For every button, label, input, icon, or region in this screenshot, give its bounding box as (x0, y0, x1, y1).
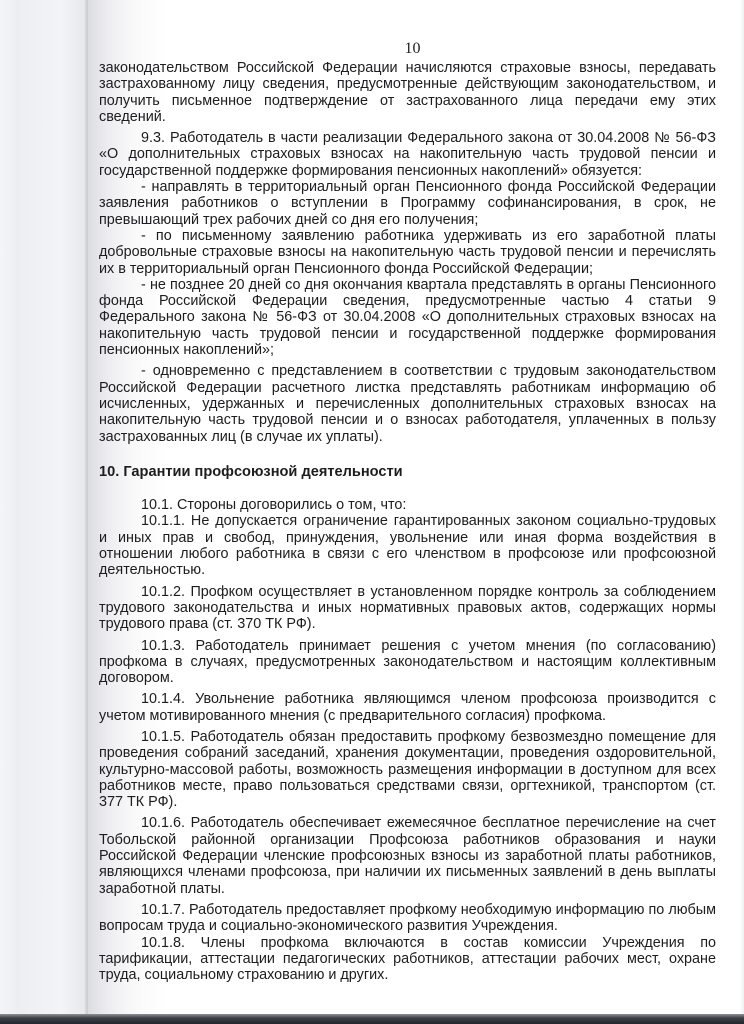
paragraph-10-1-2: 10.1.2. Профком осуществляет в установленном порядке контроль за соблюдением трудового законодательства и иных нормативных правовых актов, содержащих нормы трудового права (ст. 370 ТК РФ). (99, 583, 716, 633)
paragraph-10-1-5: 10.1.5. Работодатель обязан предоставить профкому безвозмездно помещение для проведения собраний заседаний, хранения документации, проведения оздоровительной, культурно-массовой работы, возможность размещения информации в доступном для всех работников месте, право пользоваться средствами связи, оргтехникой, транспортом (ст. 377 ТК РФ). (99, 728, 716, 811)
scanner-bottom-edge (0, 1014, 744, 1024)
paragraph-10-1: 10.1. Стороны договорились о том, что: (141, 497, 407, 514)
paragraph-10-1-4: 10.1.4. Увольнение работника являющимся членом профсоюза производится с учетом мотивированного мнения (с предварительного согласия) профкома. (99, 691, 716, 724)
paragraph-9-3-item-b: - по письменному заявлению работника удерживать из его заработной платы добровольные страховые взносы на накопительную часть трудовой пенсии и перечислять их в территориальный орган Пенсионного фонда Российской Федерации; (99, 227, 716, 277)
paragraph-9-3-item-a: - направлять в территориальный орган Пенсионного фонда Российской Федерации заявления работников о вступлении в Программу софинансирования, в срок, не превышающий трех рабочих дней со дня его получения; (99, 179, 716, 228)
paragraph-10-1-3: 10.1.3. Работодатель принимает решения с учетом мнения (по согласованию) профкома в случаях, предусмотренных законодательством и настоящим коллективным договором. (99, 637, 716, 687)
paragraph-10-1-6: 10.1.6. Работодатель обеспечивает ежемесячное бесплатное перечисление на счет Тобольской районной организации Профсоюза работников образования и науки Российской Федерации членские профсоюзных взносы из заработной платы работников, являющихся членами профсоюза, при наличии их письменных заявлений в день выплаты заработной платы. (99, 815, 716, 897)
paragraph-10-1-1: 10.1.1. Не допускается ограничение гарантированных законом социально-трудовых и иных прав и свобод, принуждения, увольнение или иная форма воздействия в отношении любого работника в связи с его членством в профсоюзе или профсоюзной деятельностью. (99, 513, 716, 579)
page-right-edge (740, 0, 744, 1014)
paragraph-9-3-item-c: - не позднее 20 дней со дня окончания квартала представлять в органы Пенсионного фонда Российской Федерации сведения, предусмотренные частью 4 статьи 9 Федерального закона № 56-ФЗ от 30.04.2008 «О дополнительных страховых взносах на накопительную часть трудовой пенсии и государственной поддержке формирования пенсионных накоплений»; (99, 276, 716, 359)
paragraph-9-3-item-d: - одновременно с представлением в соответствии с трудовым законодательством Российской Федерации расчетного листка представлять работникам информацию об исчисленных, удержанных и перечисленных дополнительных страховых взносах на накопительную часть трудовой пенсии и о взносах работодателя, уплаченных в пользу застрахованных лиц (в случае их уплаты). (99, 363, 716, 445)
scan-background-left (0, 0, 88, 1024)
document-content (99, 40, 716, 983)
page-number: 10 (404, 40, 421, 57)
paragraph-10-1-8: 10.1.8. Члены профкома включаются в состав комиссии Учреждения по тарификации, аттестации педагогических работников, аттестации рабочих мест, охране труда, социальному страхованию и других. (99, 934, 716, 984)
paragraph-9-3: 9.3. Работодатель в части реализации Федерального закона от 30.04.2008 № 56-ФЗ «О дополнительных страховых взносах на накопительную часть трудовой пенсии и государственной поддержке формирования пенсионных накоплений» обязуется: (99, 130, 716, 179)
section-heading: 10. Гарантии профсоюзной деятельности (99, 463, 403, 480)
paragraph-continuation: законодательством Российской Федерации начисляются страховые взносы, передавать застрахованному лицу сведения, предусмотренные действующим законодательством, и получить письменное подтверждение от застрахованного лица передачи ему этих сведений. (99, 60, 716, 125)
paragraph-10-1-7: 10.1.7. Работодатель предоставляет профкому необходимую информацию по любым вопросам труда и социально-экономического развития Учреждения. (99, 901, 716, 935)
